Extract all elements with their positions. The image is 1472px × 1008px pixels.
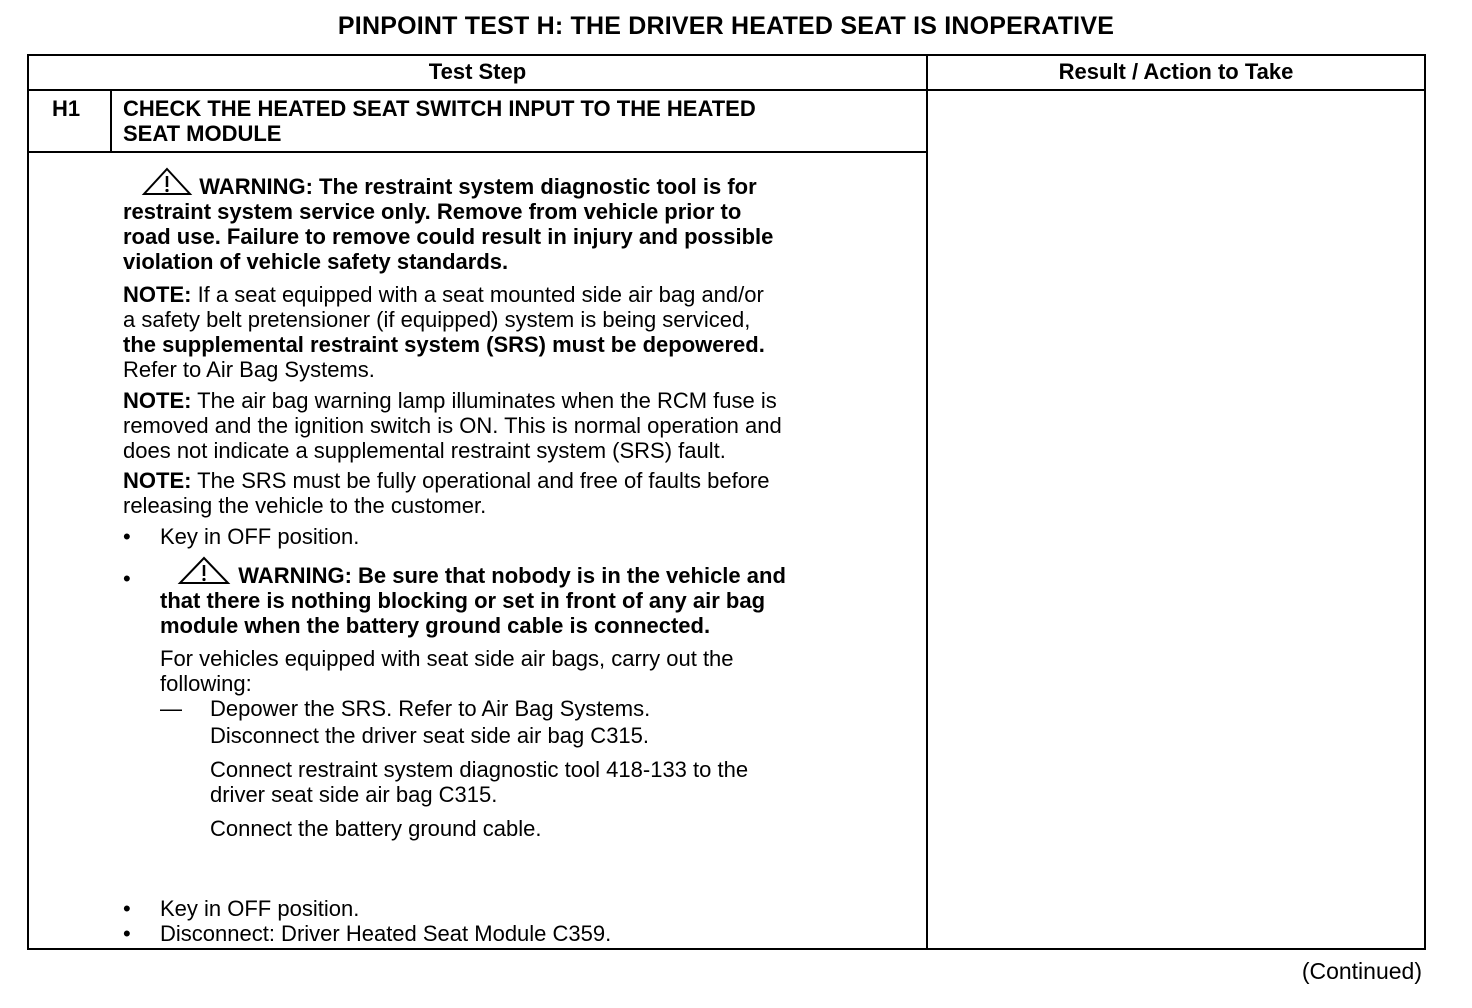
warning-restraint-tool: WARNING: The restraint system diagnostic tool is for restraint system service only. Remove from vehicle prior to road use. Failure to remove could result in injury and possible violation of vehicle safety standards. <box>123 167 913 274</box>
note-srs-operational: NOTE: The SRS must be fully operational and free of faults before releasing the vehicle to the customer. <box>123 468 770 518</box>
column-divider <box>926 54 928 950</box>
bullet: • <box>123 524 131 549</box>
substep-connect-battery: Connect the battery ground cable. <box>210 816 542 841</box>
substep-depower: Depower the SRS. Refer to Air Bag Systems. <box>210 696 651 721</box>
step-key-off-2: Key in OFF position. <box>160 896 360 921</box>
header-test-step: Test Step <box>428 59 527 84</box>
step-id-divider <box>110 89 112 152</box>
step-heading-divider <box>27 151 927 153</box>
step-disconnect-module: Disconnect: Driver Heated Seat Module C359. <box>160 921 612 946</box>
dash-marker: — <box>160 696 182 721</box>
warning-nobody-in-vehicle: WARNING: Be sure that nobody is in the vehicle and that there is nothing blocking or set in front of any air bag module when the battery ground cable is connected. <box>160 556 920 638</box>
step-key-off: Key in OFF position. <box>160 524 360 549</box>
header-divider <box>27 89 1426 91</box>
warning-triangle-icon <box>141 167 193 197</box>
bullet: • <box>123 921 131 946</box>
warning-triangle-icon <box>176 556 232 586</box>
seat-side-instruction: For vehicles equipped with seat side air bags, carry out the following: <box>160 646 734 696</box>
step-id: H1 <box>52 96 81 121</box>
bullet: • <box>123 896 131 921</box>
bullet: • <box>123 566 131 591</box>
substep-disconnect-airbag: Disconnect the driver seat side air bag C315. <box>210 723 650 748</box>
step-heading: CHECK THE HEATED SEAT SWITCH INPUT TO THE HEATED SEAT MODULE <box>123 96 756 146</box>
note-warning-lamp: NOTE: The air bag warning lamp illuminates when the RCM fuse is removed and the ignition switch is ON. This is normal operation and does not indicate a supplemental restraint system (SRS) fault. <box>123 388 782 463</box>
continued-label: (Continued) <box>1301 958 1422 984</box>
substep-connect-tool: Connect restraint system diagnostic tool 418-133 to the driver seat side air bag C315. <box>210 757 749 807</box>
header-result-action: Result / Action to Take <box>1058 59 1294 84</box>
note-srs-depower: NOTE: If a seat equipped with a seat mounted side air bag and/or a safety belt pretensioner (if equipped) system is being serviced, the supplemental restraint system (SRS) must be depowered. Refer to Air Bag Systems. <box>123 282 765 382</box>
page-title: PINPOINT TEST H: THE DRIVER HEATED SEAT IS INOPERATIVE <box>337 12 1115 40</box>
